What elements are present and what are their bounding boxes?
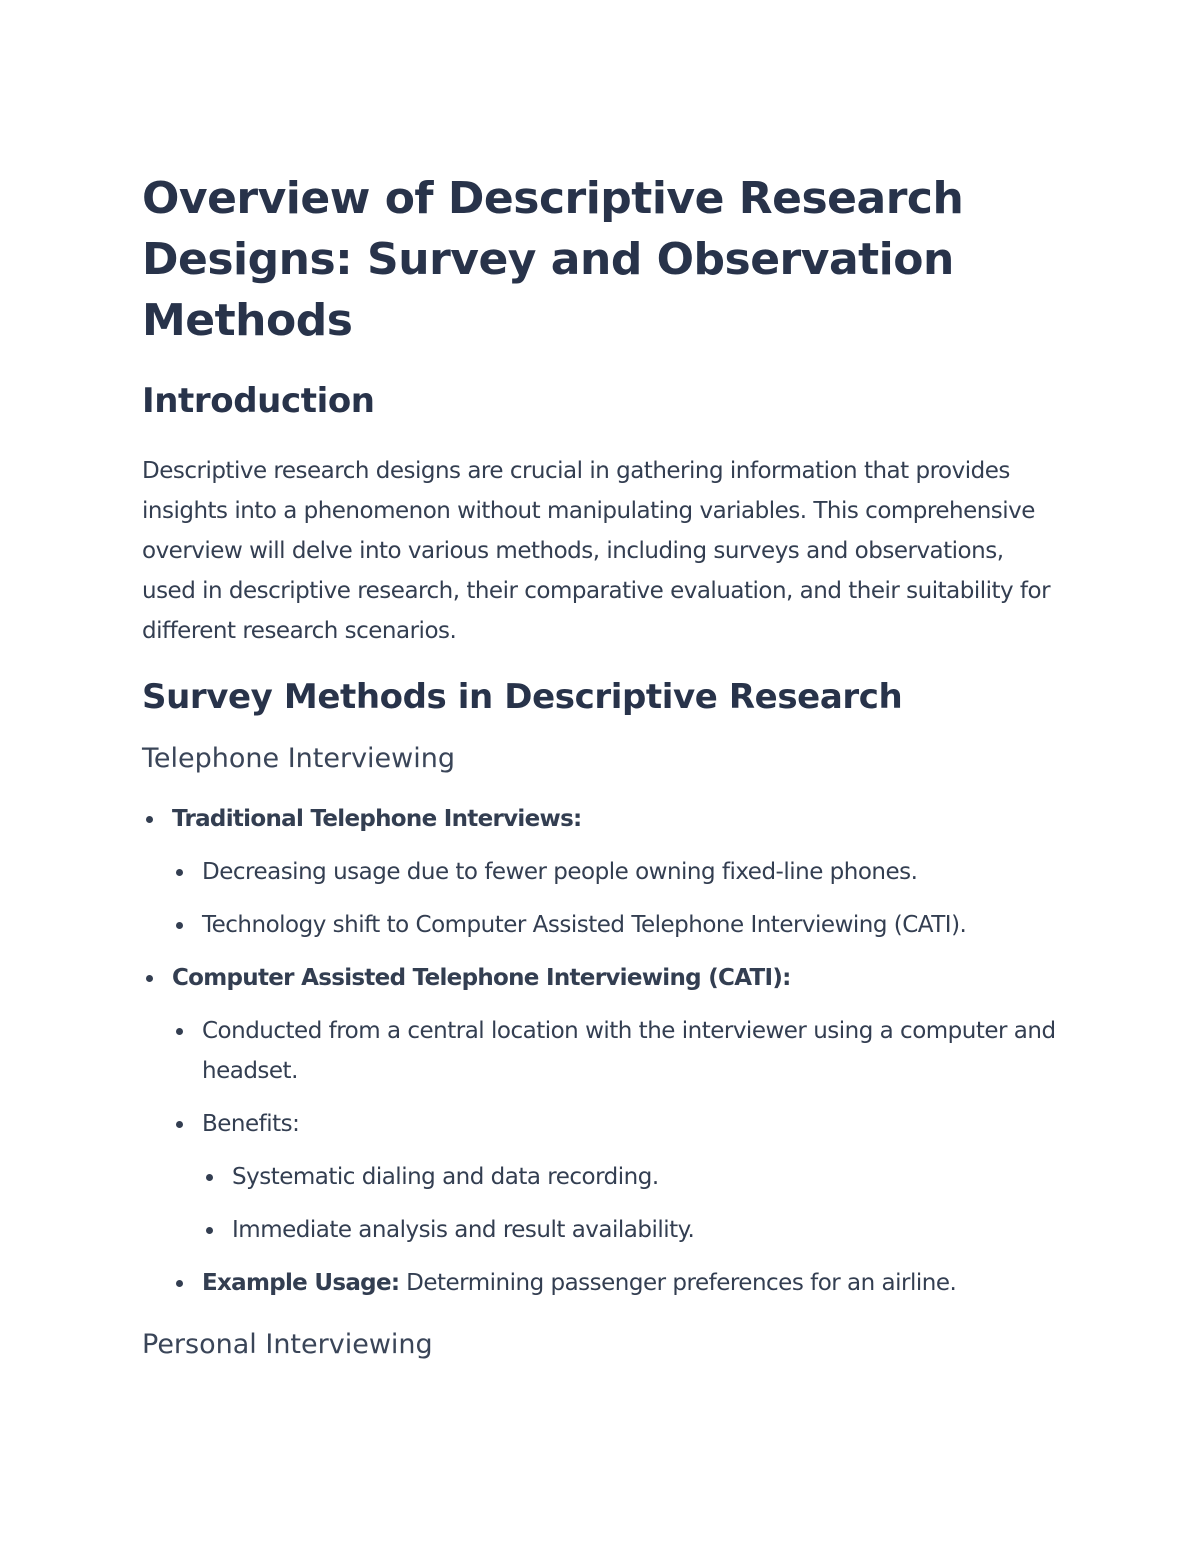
document-title: Overview of Descriptive Research Designs: Survey and Observation Methods [142, 173, 964, 346]
list-item-example [172, 1263, 1062, 1303]
cati-sublist [172, 1011, 1062, 1303]
list-item: Systematic dialing and data recording. [202, 1157, 1062, 1197]
benefits-sublist [202, 1157, 1062, 1250]
list-item-cati [142, 958, 1062, 1303]
traditional-label: Traditional Telephone Interviews: [172, 806, 582, 832]
document-page [142, 168, 1062, 1363]
traditional-sublist [172, 852, 1062, 945]
cati-label: Computer Assisted Telephone Interviewing (CATI): [172, 965, 791, 991]
list-item: Decreasing usage due to fewer people owning fixed-line phones. [172, 852, 1062, 892]
example-text: Determining passenger preferences for an airline. [399, 1270, 957, 1296]
list-item-traditional [142, 799, 1062, 945]
personal-interviewing-heading: Personal Interviewing [142, 1329, 433, 1360]
telephone-list [142, 799, 1062, 1303]
list-item: Technology shift to Computer Assisted Telephone Interviewing (CATI). [172, 905, 1062, 945]
benefits-label: Benefits: [202, 1111, 300, 1137]
list-item: Immediate analysis and result availability. [202, 1210, 1062, 1250]
list-item-benefits [172, 1104, 1062, 1250]
introduction-heading: Introduction [142, 381, 375, 421]
telephone-interviewing-heading: Telephone Interviewing [142, 743, 456, 774]
list-item: Conducted from a central location with the interviewer using a computer and headset. [172, 1011, 1062, 1091]
example-label: Example Usage: [202, 1270, 400, 1296]
survey-methods-heading: Survey Methods in Descriptive Research [142, 677, 903, 717]
introduction-paragraph: Descriptive research designs are crucial in gathering information that provides insights into a phenomenon without manipulating variables. This comprehensive overview will delve into various methods, including surveys and observations, used in descriptive research, their comparative evaluation, and their suitability for different research scenarios. [142, 458, 1051, 644]
